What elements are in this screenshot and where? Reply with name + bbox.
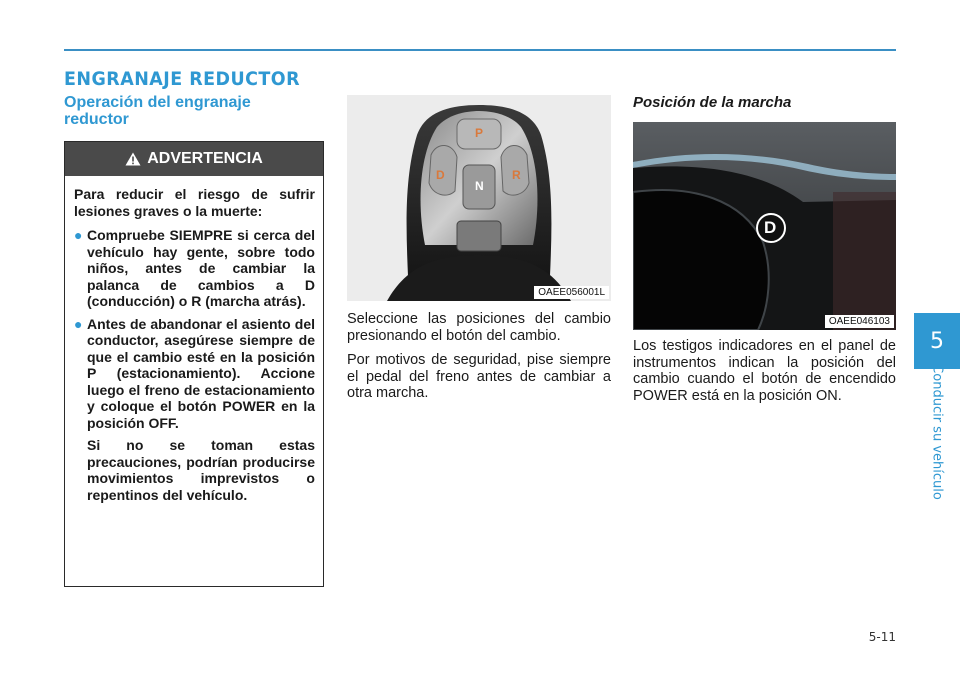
column-3-text: Los testigos indicadores en el panel de instrumentos indican la posición del cambio cuando el botón de encendido POWER está en la posición ON. — [633, 338, 896, 404]
bullet-icon: ● — [74, 315, 83, 332]
column-2-text — [347, 311, 611, 410]
warning-header-label: ADVERTENCIA — [147, 150, 263, 167]
subsection-title: Operación del engranaje reductor — [64, 94, 251, 128]
shift-button-photo — [347, 95, 611, 301]
bullet-icon: ● — [74, 227, 83, 243]
warning-item-text: Antes de abandonar el asiento del conductor, asegúrese siempre de que el cambio esté en la posición P (estacionamiento). Accione luego el freno de estacionamiento y coloque el botón POWER en la posición OFF. — [87, 315, 315, 431]
page-number: 5-11 — [868, 630, 896, 644]
chapter-title-vertical: Conducir su vehículo — [929, 364, 945, 500]
warning-item-text: Compruebe SIEMPRE si cerca del vehículo hay gente, sobre todo niños, antes de cambiar la palanca de cambios a D (conducción) o R (marcha atrás). — [87, 227, 315, 309]
warning-item — [74, 227, 315, 310]
warning-triangle-icon — [125, 152, 141, 166]
warning-header — [65, 142, 323, 176]
shift-button-n: N — [475, 179, 484, 193]
warning-body — [65, 176, 323, 503]
paragraph: Por motivos de seguridad, pise siempre el pedal del freno antes de cambiar a otra marcha. — [347, 352, 611, 401]
instrument-cluster-photo — [633, 122, 896, 330]
warning-item — [74, 316, 315, 432]
warning-intro: Para reducir el riesgo de sufrir lesiones graves o la muerte: — [74, 186, 315, 219]
warning-list — [74, 227, 315, 431]
column-3-heading: Posición de la marcha — [633, 94, 792, 111]
section-title: ENGRANAJE REDUCTOR — [64, 68, 301, 90]
shift-button-p: P — [475, 126, 484, 140]
chapter-tab: 5 — [914, 313, 960, 369]
top-rule — [64, 49, 896, 51]
figure-code: OAEE046103 — [825, 315, 894, 328]
warning-box — [64, 141, 324, 587]
figure-code: OAEE056001L — [534, 286, 609, 299]
paragraph: Seleccione las posiciones del cambio presionando el botón del cambio. — [347, 311, 611, 344]
shift-button-r: R — [512, 168, 521, 182]
shift-button-d: D — [436, 168, 445, 182]
gear-indicator: D — [764, 218, 777, 237]
warning-closing: Si no se toman estas precauciones, podrían producirse movimientos imprevistos o repentinos del vehículo. — [87, 437, 315, 503]
